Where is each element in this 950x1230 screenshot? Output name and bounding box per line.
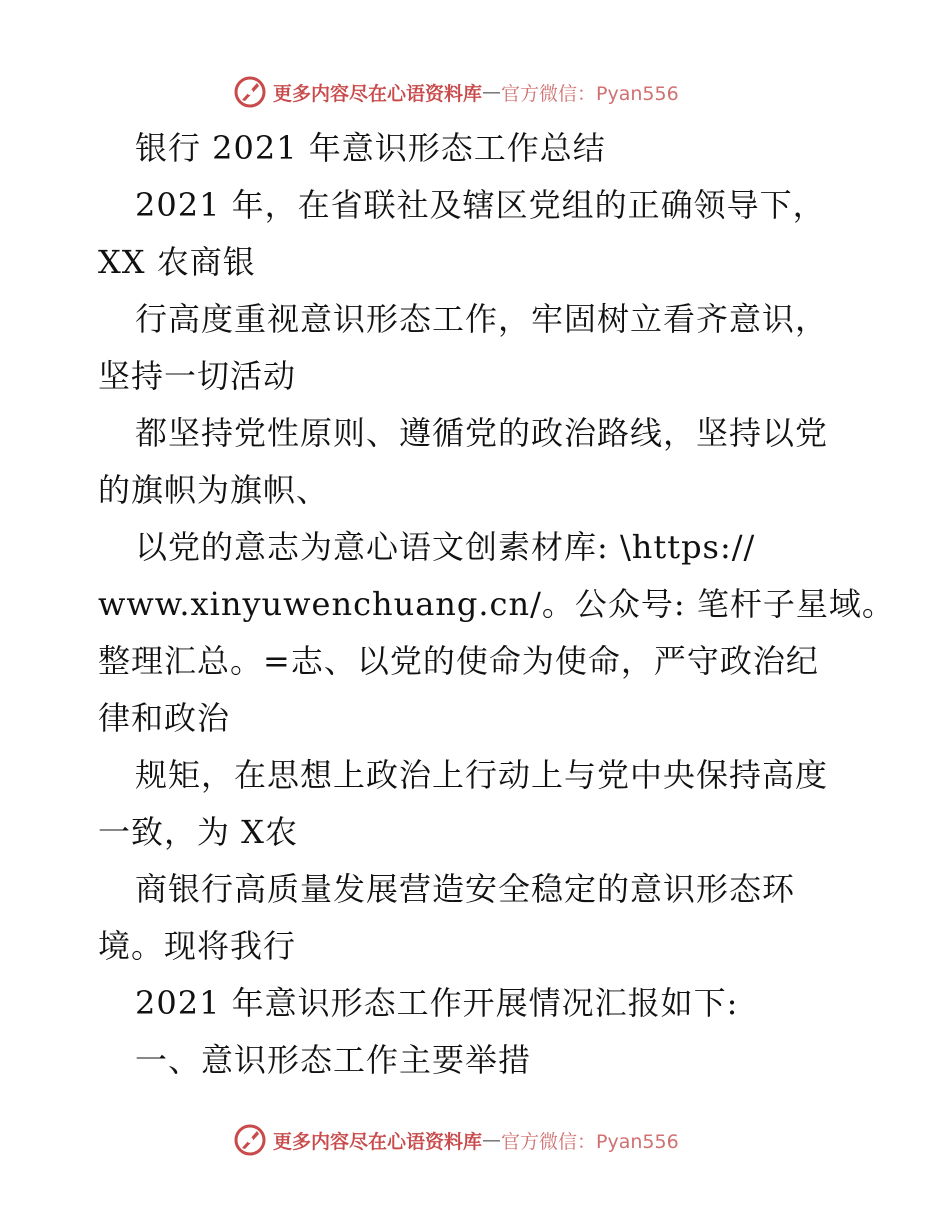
paragraph-line: www.xinyuwenchuang.cn/。公众号: 笔杆子星域。 [98,585,895,623]
banner-main-text: 更多内容尽在心语资料库 [273,1130,483,1153]
section-heading: 一、意识形态工作主要举措 [135,1041,532,1079]
paragraph-line: 行高度重视意识形态工作，牢固树立看齐意识， [135,300,829,338]
quill-logo-icon [233,75,267,109]
paragraph-line: 境。现将我行 [98,927,297,965]
paragraph-line: 以党的意志为意心语文创素材库: \https:// [135,528,756,566]
banner-separator: — [482,1129,502,1151]
paragraph-line: XX 农商银 [98,243,256,281]
paragraph-line: 的旗帜为旗帜、 [98,471,330,509]
paragraph-line: 商银行高质量发展营造安全稳定的意识形态环 [135,870,796,908]
banner-main-text: 更多内容尽在心语资料库 [273,82,483,105]
banner-separator: — [482,81,502,103]
paragraph-line: 一致，为 X农 [98,813,298,851]
header-banner [233,72,793,112]
document-body [98,120,895,1089]
footer-banner [233,1120,793,1160]
document-title: 银行 2021 年意识形态工作总结 [135,129,606,167]
paragraph-line: 坚持一切活动 [98,357,297,395]
paragraph-line: 2021 年意识形态工作开展情况汇报如下: [135,984,739,1022]
paragraph-line: 2021 年，在省联社及辖区党组的正确领导下， [135,186,826,224]
paragraph-line: 律和政治 [98,699,231,737]
quill-logo-icon [233,1123,267,1157]
paragraph-line: 规矩，在思想上政治上行动上与党中央保持高度 [135,756,829,794]
paragraph-line: 都坚持党性原则、遵循党的政治路线，坚持以党 [135,414,829,452]
paragraph-line: 整理汇总。=志、以党的使命为使命，严守政治纪 [98,642,819,680]
banner-wechat-text: 官方微信：Pyan556 [501,1130,679,1153]
banner-wechat-text: 官方微信：Pyan556 [501,82,679,105]
